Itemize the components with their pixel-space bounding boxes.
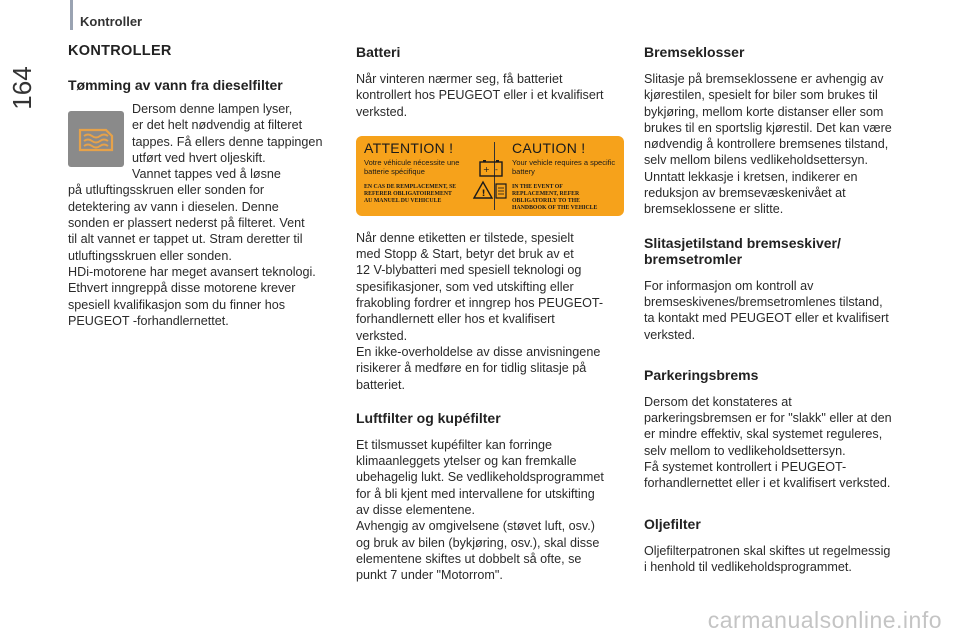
text-line: og bruk av bilen (bykjøring, osv.), skal disse bbox=[356, 535, 600, 550]
text-line: Vannet tappes ved å løsne bbox=[132, 167, 281, 182]
svg-text:!: ! bbox=[481, 188, 486, 199]
text-line: HDi-motorene har meget avansert teknologi. bbox=[68, 264, 316, 279]
text-line: reduksjon av bremsevæskenivået at bbox=[644, 186, 846, 201]
section-title-battery: Batteri bbox=[356, 44, 401, 60]
warning-text bbox=[132, 101, 322, 182]
parking-brake-body bbox=[644, 394, 916, 492]
text-line: på utluftingsskruen eller sonden for bbox=[68, 183, 265, 198]
title-line: Slitasjetilstand bremseskiver/ bbox=[644, 234, 841, 251]
page-number: 164 bbox=[6, 66, 37, 110]
sticker-caution: CAUTION ! bbox=[512, 139, 586, 156]
column-1 bbox=[68, 40, 340, 329]
text-line: av disse elementene. bbox=[356, 503, 476, 518]
header-bar bbox=[70, 0, 73, 30]
text-line: kontrollert hos PEUGEOT eller i et kvalifisert bbox=[356, 88, 604, 103]
sticker-fr-fine: EN CAS DE REMPLACEMENT, SE REFERER OBLIGATOIREMENT AU MANUEL DU VEHICULE bbox=[364, 183, 457, 204]
air-filter-body bbox=[356, 437, 628, 584]
text-line: selv mellom to vedlikeholdsettersyn. bbox=[644, 443, 846, 458]
text-line: bremseklossene er slitte. bbox=[644, 202, 784, 217]
text-line: til alt vannet er tappet ut. Stram deretter til bbox=[68, 232, 303, 247]
battery-warning-icon bbox=[466, 158, 514, 206]
text-line: PEUGEOT -forhandlernettet. bbox=[68, 313, 229, 328]
text-line: For informasjon om kontroll av bbox=[644, 278, 814, 293]
svg-text:-: - bbox=[495, 164, 498, 174]
text-line: for å bli kjent med intervallene for utskifting bbox=[356, 486, 595, 501]
text-line: verksted. bbox=[644, 327, 696, 342]
section-title-parking-brake: Parkeringsbrems bbox=[644, 366, 759, 383]
title-line: bremsetromler bbox=[644, 250, 743, 267]
text-line: Dersom denne lampen lyser, bbox=[132, 102, 293, 116]
text-line: Unntatt lekkasje i kretsen, indikerer en bbox=[644, 169, 858, 184]
text-line: Få systemet kontrollert i PEUGEOT- bbox=[644, 460, 847, 475]
spacer bbox=[644, 492, 916, 512]
text-line: nødvendig å kontrollere bremsenes tilstand, bbox=[644, 137, 889, 152]
spacer bbox=[644, 218, 916, 231]
brake-discs-body bbox=[644, 278, 916, 343]
text-line: brukes til en sportslig kjørestil. Det kan være bbox=[644, 120, 892, 135]
text-line: 12 V-blybatteri med spesiell teknologi og bbox=[356, 263, 582, 278]
section-title-diesel-filter: Tømming av vann fra dieselfilter bbox=[68, 77, 283, 93]
text-line: batteriet. bbox=[356, 377, 406, 392]
text-line: er det helt nødvendig at filteret bbox=[132, 118, 303, 133]
sticker-en-sub: Your vehicle requires a specific battery bbox=[512, 157, 616, 176]
sticker-en-fine: IN THE EVENT OF REPLACEMENT, REFER OBLIGATORILY TO THE HANDBOOK OF THE VEHICLE bbox=[512, 183, 598, 211]
text-line: med Stopp & Start, betyr det bruk av et bbox=[356, 247, 574, 262]
text-line: punkt 7 under "Motorrom". bbox=[356, 568, 503, 583]
text-line: verksted. bbox=[356, 328, 408, 343]
section-title-air-filter: Luftfilter og kupéfilter bbox=[356, 409, 501, 426]
column-2 bbox=[356, 40, 628, 584]
battery-body bbox=[356, 230, 628, 393]
main-title: KONTROLLER bbox=[68, 43, 172, 59]
watermark: carmanualsonline.info bbox=[707, 607, 942, 633]
text-line: tappes. Få ellers denne tappingen bbox=[132, 134, 323, 149]
spacer bbox=[644, 343, 916, 363]
text-line: Ethvert inngreppå disse motorene krever bbox=[68, 281, 296, 296]
text-line: Oljefilterpatronen skal skiftes ut regelmessig bbox=[644, 543, 891, 558]
text-line: Når denne etiketten er tilstede, spesielt bbox=[356, 230, 574, 245]
brake-pads-body bbox=[644, 71, 916, 218]
battery-warning-sticker bbox=[356, 136, 624, 216]
oil-filter-body bbox=[644, 543, 916, 576]
text-line: ubehagelig lukt. Se vedlikeholdsprogrammet bbox=[356, 470, 604, 485]
text-line: elementene skiftes ut dobbelt så ofte, se bbox=[356, 551, 582, 566]
text-line: forhandlernett eller hos et kvalifisert bbox=[356, 312, 555, 327]
text-line: utluftingsskruen eller sonden. bbox=[68, 248, 232, 263]
battery-intro bbox=[356, 71, 628, 120]
section-title-oil-filter: Oljefilter bbox=[644, 515, 701, 532]
text-line: spesifikasjoner, som ved utskifting eller bbox=[356, 279, 574, 294]
text-line: ta kontakt med PEUGEOT eller et kvalifisert bbox=[644, 311, 889, 326]
text-line: forhandlernettet eller i et kvalifisert verksted. bbox=[644, 476, 891, 491]
text-line: utført ved hvert oljeskift. bbox=[132, 150, 266, 165]
text-line: Når vinteren nærmer seg, få batteriet bbox=[356, 72, 563, 86]
text-line: verksted. bbox=[356, 104, 408, 119]
text-line: Slitasje på bremseklossene er avhengig av bbox=[644, 72, 884, 86]
text-line: kjørestilen, spesielt for biler som brukes til bbox=[644, 88, 878, 103]
text-line: detektering av vann i dieselen. Denne bbox=[68, 199, 279, 214]
text-line: bremseskivenes/bremsetromlenes tilstand, bbox=[644, 294, 883, 309]
text-line: spesiell kvalifikasjon som du finner hos bbox=[68, 297, 285, 312]
diesel-filter-body bbox=[68, 182, 340, 329]
spacer bbox=[356, 393, 628, 406]
text-line: klimaanleggets ytelser og kan fremkalle bbox=[356, 454, 577, 469]
text-line: risikerer å medføre en for tidlig slitasje på bbox=[356, 361, 587, 376]
text-line: parkeringsbremsen er for "slakk" eller at den bbox=[644, 411, 892, 426]
fuel-filter-water-icon bbox=[68, 111, 124, 167]
text-line: selv mellom bilens vedlikeholdsettersyn. bbox=[644, 153, 868, 168]
section-title-brake-pads: Bremseklosser bbox=[644, 44, 745, 60]
text-line: sonden er plassert nederst på filteret. Vent bbox=[68, 216, 305, 231]
column-3 bbox=[644, 40, 916, 575]
text-line: er mindre effektiv, skal systemet reguleres, bbox=[644, 427, 883, 442]
svg-text:+: + bbox=[483, 164, 490, 174]
text-line: Avhengig av omgivelsene (støvet luft, osv.) bbox=[356, 519, 595, 534]
text-line: Et tilsmusset kupéfilter kan forringe bbox=[356, 437, 552, 452]
section-title-brake-discs bbox=[644, 235, 916, 267]
text-line: En ikke-overholdelse av disse anvisningene bbox=[356, 344, 601, 359]
sticker-fr-sub: Votre véhicule nécessite une batterie spécifique bbox=[364, 157, 460, 176]
text-line: i henhold til vedlikeholdsprogrammet. bbox=[644, 559, 852, 574]
text-line: bykjøring, mellom korte distanser eller som bbox=[644, 104, 884, 119]
header-title: Kontroller bbox=[80, 14, 143, 29]
warning-row bbox=[68, 101, 340, 182]
text-line: Dersom det konstateres at bbox=[644, 394, 792, 409]
sticker-attention: ATTENTION ! bbox=[364, 139, 454, 156]
text-line: frakobling fordrer et inngrep hos PEUGEOT- bbox=[356, 296, 604, 311]
